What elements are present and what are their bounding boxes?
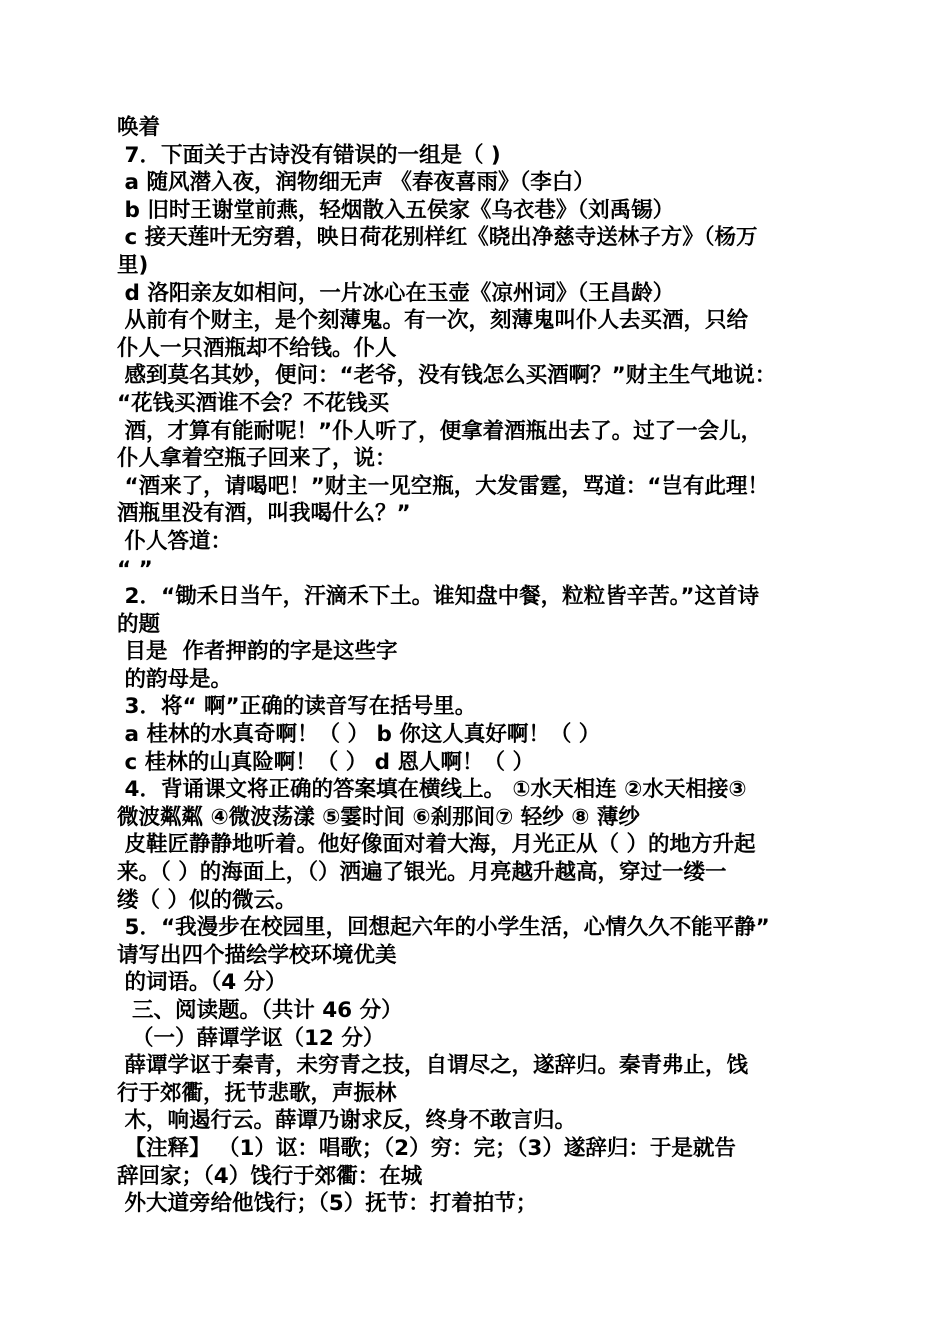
text-line: 仆人一只酒瓶却不给钱。仆人 [117,335,397,361]
classical-text: 薛谭学讴于秦青，未穷青之技，自谓尽之，遂辞归。秦青弗止，饯 [117,1053,748,1079]
text-line: “酒来了，请喝吧！”财主一见空瓶，大发雷霆，骂道：“岂有此理！ [117,473,769,499]
text-line: 酒瓶里没有酒，叫我喝什么？” [117,501,411,527]
text-line: 的韵母是。 [117,666,232,692]
text-line: 请写出四个描绘学校环境优美 [117,942,397,968]
text-line: 唤着 [117,115,161,140]
text-line: 行于郊衢，抚节悲歌，声振林 [117,1080,397,1106]
text-line: a 桂林的水真奇啊！（ ） b 你这人真好啊！（ ） [117,722,601,748]
option-a: a 随风潜入夜，润物细无声 《春夜喜雨》（李白） [117,170,595,196]
story-paragraph: 从前有个财主，是个刻薄鬼。有一次，刻薄鬼叫仆人去买酒，只给 [117,308,748,334]
subsection-heading: （一）薛谭学讴（12 分） [117,1025,385,1051]
answer-blank: “ ” [117,556,153,582]
text-line: 微波粼粼 ④微波荡漾 ⑤霎时间 ⑥刹那间⑦ 轻纱 ⑧ 薄纱 [117,804,640,830]
text-line: 酒，才算有能耐呢！”仆人听了，便拿着酒瓶出去了。过了一会儿， [117,418,763,444]
text-line: 来。（ ）的海面上，（）洒遍了银光。月亮越升越高，穿过一缕一 [117,860,727,886]
text-line: 外大道旁给他饯行；（5）抚节：打着拍节； [117,1191,538,1217]
question-3: 3．将“ 啊”正确的读音写在括号里。 [117,694,477,720]
option-c: c 接天莲叶无穷碧，映日荷花别样红《晓出净慈寺送林子方》（杨万 [117,225,758,251]
text-line: 仆人拿着空瓶子回来了，说： [117,446,397,472]
text-line: 感到莫名其妙，便问：“老爷，没有钱怎么买酒啊？”财主生气地说： [117,363,777,389]
option-d: d 洛阳亲友如相问，一片冰心在玉壶《凉州词》（王昌龄） [117,280,675,306]
document-body [117,114,837,1218]
text-line: 辞回家；（4）饯行于郊衢：在城 [117,1163,423,1189]
text-line: 皮鞋匠静静地听着。他好像面对着大海，月光正从（ ）的地方升起 [117,832,756,858]
question-4: 4．背诵课文将正确的答案填在横线上。 ①水天相连 ②水天相接③ [117,777,747,803]
option-b: b 旧时王谢堂前燕，轻烟散入五侯家《乌衣巷》（刘禹锡） [117,197,675,223]
text-line: 木，响遏行云。薛谭乃谢求反，终身不敢言归。 [117,1108,576,1134]
text-line: c 桂林的山真险啊！（ ） d 恩人啊！（ ） [117,749,535,775]
question-7: 7．下面关于古诗没有错误的一组是（ ) [117,142,501,168]
text-line: “花钱买酒谁不会？不花钱买 [117,390,390,416]
text-line: 里) [117,252,149,278]
question-5: 5．“我漫步在校园里，回想起六年的小学生活，心情久久不能平静” [117,915,770,941]
text-line: 的词语。（4 分） [117,970,287,996]
question-2: 2．“锄禾日当午，汗滴禾下土。谁知盘中餐，粒粒皆辛苦。”这首诗 [117,584,759,610]
text-line: 缕（ ）似的微云。 [117,887,297,913]
annotation: 【注释】 （1）讴：唱歌；（2）穷：完；（3）遂辞归：于是就告 [117,1135,736,1161]
text-line: 的题 [117,611,161,637]
text-line: 目是 作者押韵的字是这些字 [117,639,398,665]
text-line: 仆人答道： [117,528,232,554]
section-heading: 三、阅读题。（共计 46 分） [117,998,403,1023]
